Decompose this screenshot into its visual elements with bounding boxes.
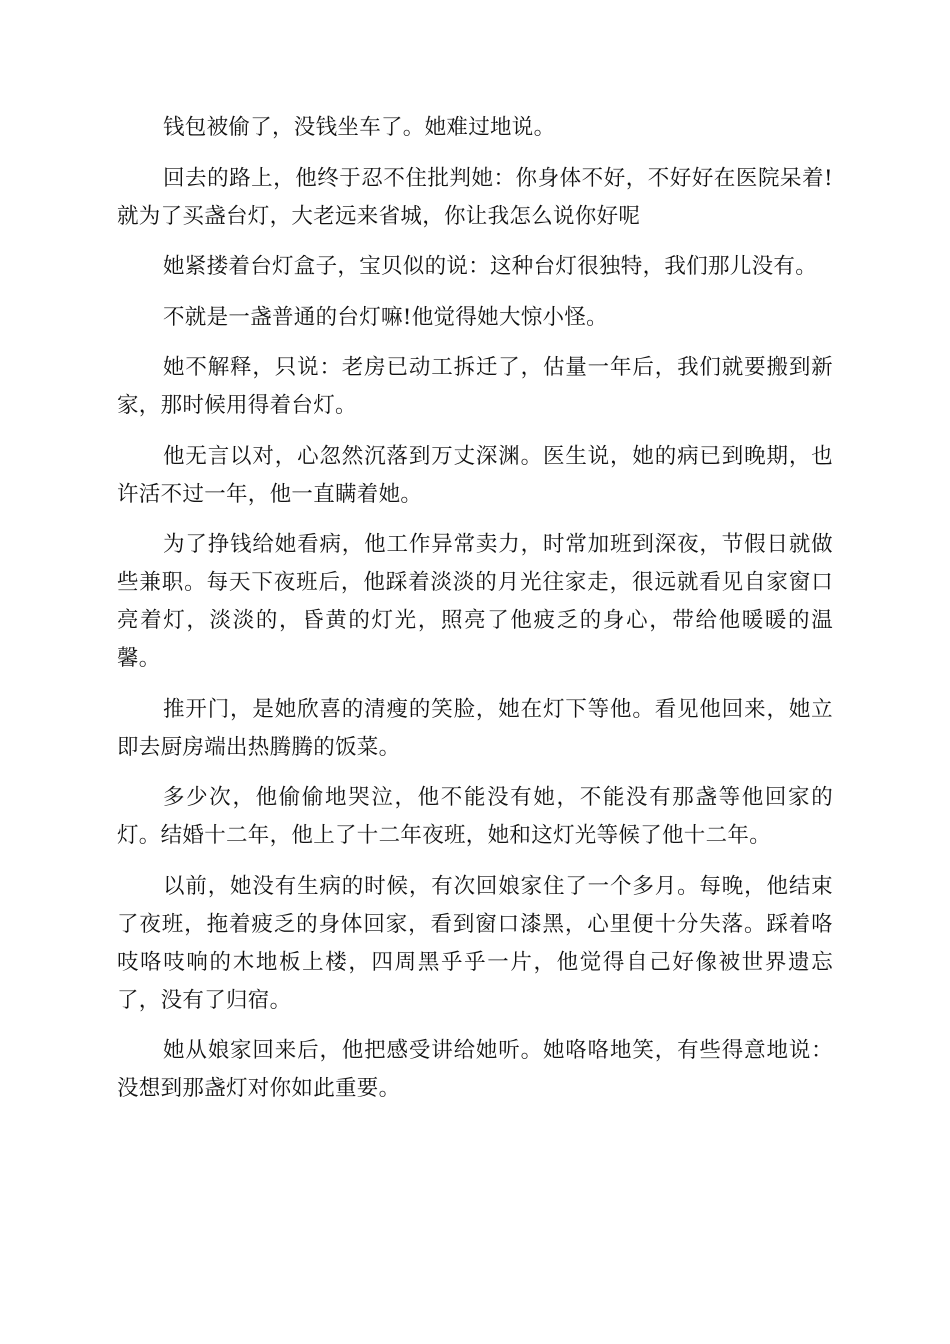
paragraph: 她从娘家回来后，他把感受讲给她听。她咯咯地笑，有些得意地说：没想到那盏灯对你如此重要。 [117, 1038, 833, 1101]
paragraph: 不就是一盏普通的台灯嘛!他觉得她大惊小怪。 [163, 304, 608, 330]
paragraph: 为了挣钱给她看病，他工作异常卖力，时常加班到深夜，节假日就做些兼职。每天下夜班后，他踩着淡淡的月光往家走，很远就看见自家窗口亮着灯，淡淡的，昏黄的灯光，照亮了他疲乏的身心，带给他暖暖的温馨。 [117, 532, 833, 671]
paragraph: 回去的路上，他终于忍不住批判她：你身体不好，不好好在医院呆着!就为了买盏台灯，大老远来省城，你让我怎么说你好呢 [117, 165, 833, 229]
document-body [117, 109, 833, 1121]
paragraph: 她紧搂着台灯盒子，宝贝似的说：这种台灯很独特，我们那儿没有。 [163, 254, 818, 279]
paragraph: 以前，她没有生病的时候，有次回娘家住了一个多月。每晚，他结束了夜班，拖着疲乏的身体回家，看到窗口漆黑，心里便十分失落。踩着咯吱咯吱响的木地板上楼，四周黑乎乎一片，他觉得自己好像被世界遗忘了，没有了归宿。 [117, 873, 833, 1013]
paragraph: 推开门，是她欣喜的清瘦的笑脸，她在灯下等他。看见他回来，她立即去厨房端出热腾腾的饭菜。 [117, 696, 833, 760]
paragraph: 多少次，他偷偷地哭泣，他不能没有她，不能没有那盏等他回家的灯。结婚十二年，他上了十二年夜班，她和这灯光等候了他十二年。 [117, 785, 833, 848]
paragraph: 钱包被偷了，没钱坐车了。她难过地说。 [163, 115, 556, 140]
paragraph: 她不解释，只说：老房已动工拆迁了，估量一年后，我们就要搬到新家，那时候用得着台灯。 [117, 355, 833, 418]
paragraph: 他无言以对，心忽然沉落到万丈深渊。医生说，她的病已到晚期，也许活不过一年，他一直瞒着她。 [117, 443, 833, 507]
